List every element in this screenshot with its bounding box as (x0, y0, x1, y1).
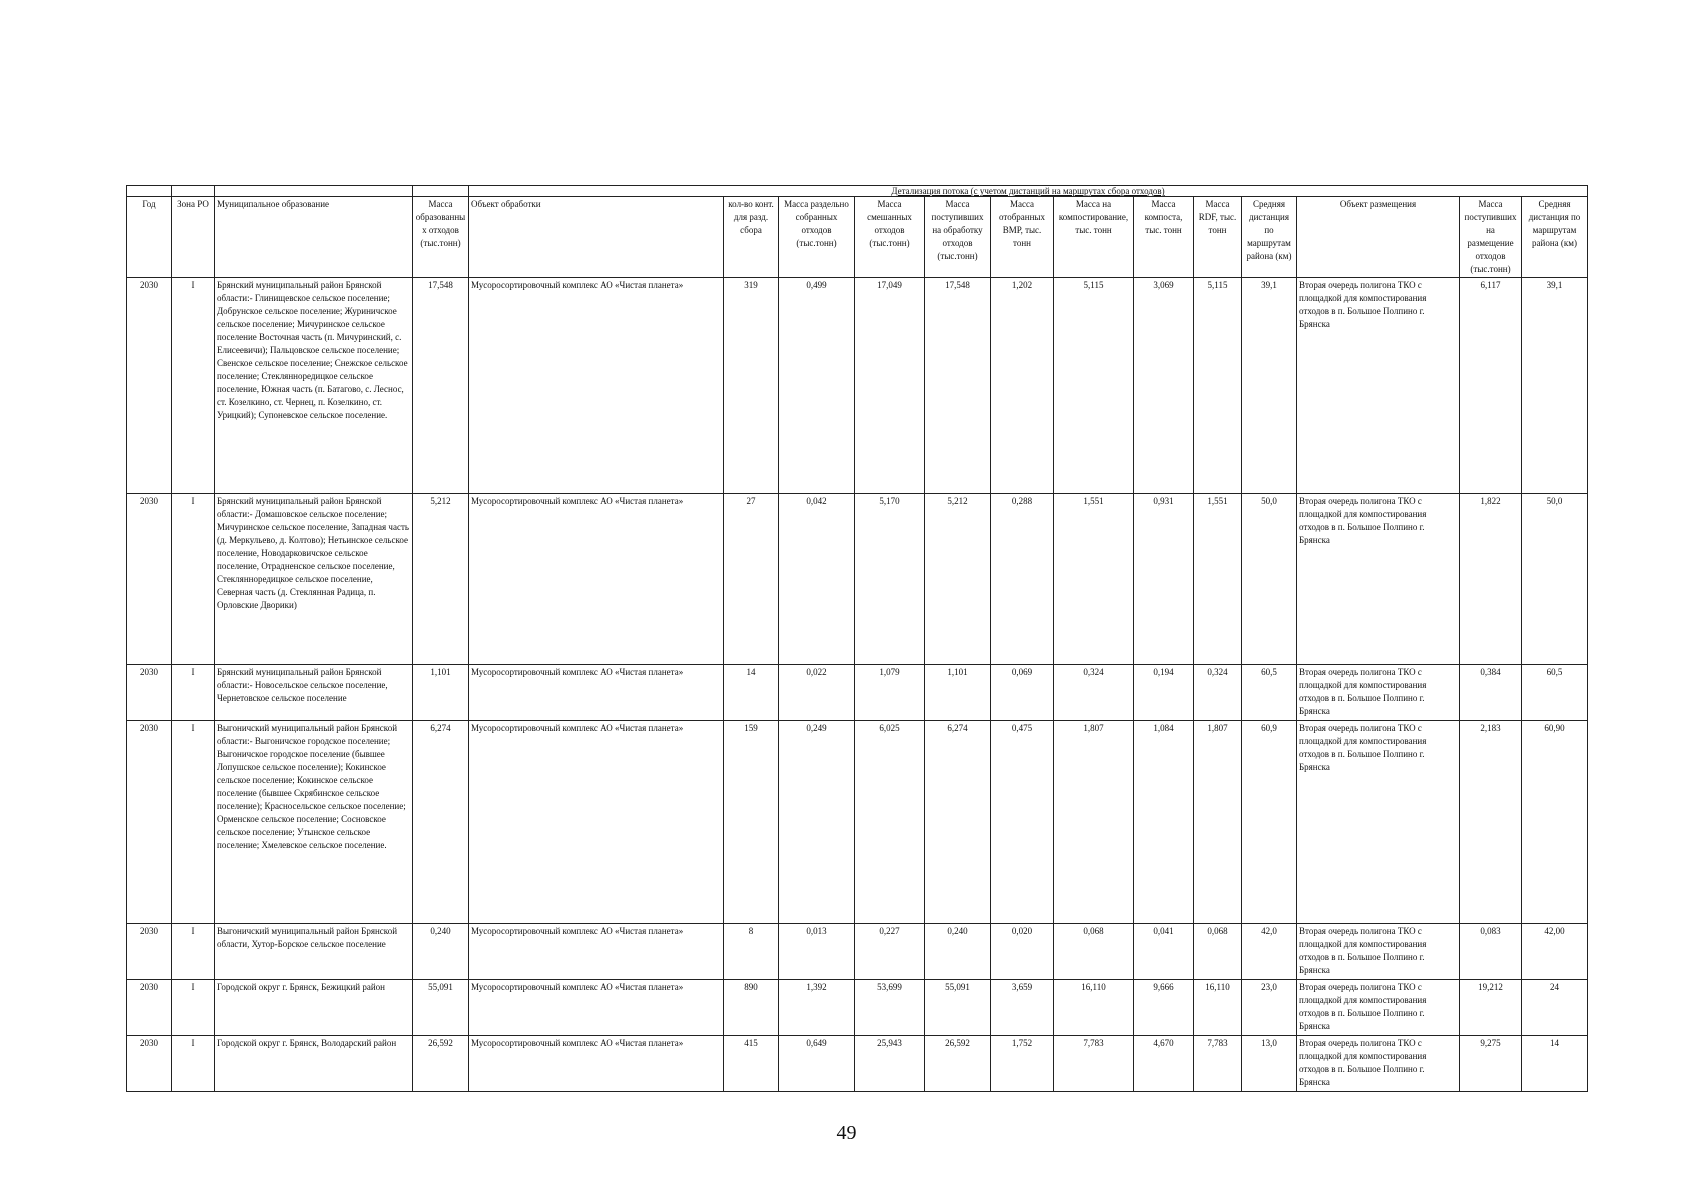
cell-placement-mass: 0,083 (1460, 924, 1522, 980)
cell-zone: I (172, 924, 215, 980)
header-processed-mass: Масса поступивших на обработку отходов (тыс.тонн) (925, 197, 991, 278)
cell-placement-distance: 42,00 (1522, 924, 1588, 980)
cell-separate-mass: 0,022 (779, 665, 855, 721)
caption-row (127, 186, 1588, 197)
header-generated-mass: Масса образованных отходов (тыс.тонн) (413, 197, 469, 278)
cell-generated-mass: 6,274 (413, 721, 469, 924)
table-row (127, 278, 1588, 494)
cell-placement-mass: 9,275 (1460, 1036, 1522, 1092)
cell-recyclables-mass: 0,475 (991, 721, 1054, 924)
cell-generated-mass: 5,212 (413, 494, 469, 665)
cell-container-count: 319 (724, 278, 779, 494)
cell-mixed-mass: 6,025 (855, 721, 925, 924)
cell-generated-mass: 17,548 (413, 278, 469, 494)
cell-year: 2030 (127, 721, 172, 924)
header-avg-distance: Средняя дистанция по маршрутам района (км) (1242, 197, 1297, 278)
cell-zone: I (172, 665, 215, 721)
cell-placement-facility: Вторая очередь полигона ТКО с площадкой для компостирования отходов в п. Большое Полпино г. Брянска (1297, 721, 1460, 924)
cell-mixed-mass: 17,049 (855, 278, 925, 494)
cell-processing-facility: Мусоросортировочный комплекс АО «Чистая планета» (469, 665, 724, 721)
table-row (127, 980, 1588, 1036)
cell-municipality: Брянский муниципальный район Брянской области:- Домашовское сельское поселение; Мичуринское сельское поселение, Западная часть (д. Меркульево, д. Колтово); Нетьинское сельское поселение, Новодарковичское сельское поселение, Отрадненское сельское поселение, Стеклянноредицкое сельское поселение, Северная часть (д. Стеклянная Радица, п. Орловские Дворики) (215, 494, 413, 665)
header-recyclables-mass: Масса отобранных ВМР, тыс. тонн (991, 197, 1054, 278)
table-row (127, 924, 1588, 980)
cell-avg-distance: 60,5 (1242, 665, 1297, 721)
cell-compost-mass: 1,084 (1134, 721, 1194, 924)
cell-mixed-mass: 53,699 (855, 980, 925, 1036)
cell-composting-mass: 7,783 (1054, 1036, 1134, 1092)
cell-composting-mass: 0,068 (1054, 924, 1134, 980)
cell-separate-mass: 1,392 (779, 980, 855, 1036)
cell-placement-mass: 6,117 (1460, 278, 1522, 494)
cell-avg-distance: 23,0 (1242, 980, 1297, 1036)
cell-avg-distance: 13,0 (1242, 1036, 1297, 1092)
header-municipality: Муниципальное образование (215, 197, 413, 278)
cell-composting-mass: 1,807 (1054, 721, 1134, 924)
table-row (127, 665, 1588, 721)
cell-placement-mass: 0,384 (1460, 665, 1522, 721)
cell-composting-mass: 16,110 (1054, 980, 1134, 1036)
cell-rdf-mass: 0,324 (1194, 665, 1242, 721)
header-placement-facility: Объект размещения (1297, 197, 1460, 278)
cell-year: 2030 (127, 278, 172, 494)
cell-municipality: Брянский муниципальный район Брянской области:- Новосельское сельское поселение, Чернетовское сельское поселение (215, 665, 413, 721)
cell-recyclables-mass: 1,752 (991, 1036, 1054, 1092)
cell-municipality: Выгоничский муниципальный район Брянской области:- Выгоничское городское поселение; Выгоничское городское поселение (бывшее Лопушское сельское поселение); Кокинское сельское поселение; Кокинское сельское поселение (бывшее Скрябинское сельское поселение); Красносельское сельское поселение; Орменское сельское поселение; Сосновское сельское поселение; Утынское сельское поселение; Хмелевское сельское поселение. (215, 721, 413, 924)
cell-compost-mass: 3,069 (1134, 278, 1194, 494)
cell-container-count: 8 (724, 924, 779, 980)
cell-recyclables-mass: 0,288 (991, 494, 1054, 665)
document-sheet (126, 185, 1588, 1092)
cell-placement-facility: Вторая очередь полигона ТКО с площадкой для компостирования отходов в п. Большое Полпино г. Брянска (1297, 665, 1460, 721)
cell-separate-mass: 0,649 (779, 1036, 855, 1092)
header-mixed-mass: Масса смешанных отходов (тыс.тонн) (855, 197, 925, 278)
cell-zone: I (172, 721, 215, 924)
table-row (127, 1036, 1588, 1092)
header-placement-mass: Масса поступивших на размещение отходов (тыс.тонн) (1460, 197, 1522, 278)
cell-rdf-mass: 16,110 (1194, 980, 1242, 1036)
cell-avg-distance: 42,0 (1242, 924, 1297, 980)
cell-generated-mass: 1,101 (413, 665, 469, 721)
cell-container-count: 415 (724, 1036, 779, 1092)
table-row (127, 721, 1588, 924)
header-rdf-mass: Масса RDF, тыс. тонн (1194, 197, 1242, 278)
cell-municipality: Городской округ г. Брянск, Володарский район (215, 1036, 413, 1092)
cell-placement-distance: 24 (1522, 980, 1588, 1036)
cell-placement-facility: Вторая очередь полигона ТКО с площадкой для компостирования отходов в п. Большое Полпино г. Брянска (1297, 494, 1460, 665)
cell-recyclables-mass: 0,069 (991, 665, 1054, 721)
cell-placement-facility: Вторая очередь полигона ТКО с площадкой для компостирования отходов в п. Большое Полпино г. Брянска (1297, 278, 1460, 494)
cell-separate-mass: 0,499 (779, 278, 855, 494)
cell-separate-mass: 0,249 (779, 721, 855, 924)
cell-placement-mass: 19,212 (1460, 980, 1522, 1036)
cell-municipality: Выгоничский муниципальный район Брянской области, Хутор-Борское сельское поселение (215, 924, 413, 980)
cell-avg-distance: 60,9 (1242, 721, 1297, 924)
cell-composting-mass: 5,115 (1054, 278, 1134, 494)
cell-mixed-mass: 0,227 (855, 924, 925, 980)
cell-mixed-mass: 25,943 (855, 1036, 925, 1092)
cell-separate-mass: 0,013 (779, 924, 855, 980)
cell-mixed-mass: 1,079 (855, 665, 925, 721)
cell-placement-distance: 14 (1522, 1036, 1588, 1092)
cell-generated-mass: 26,592 (413, 1036, 469, 1092)
cell-recyclables-mass: 1,202 (991, 278, 1054, 494)
cell-rdf-mass: 1,807 (1194, 721, 1242, 924)
table-caption: Детализация потока (с учетом дистанций на маршрутах сбора отходов) (469, 186, 1588, 197)
cell-container-count: 14 (724, 665, 779, 721)
cell-rdf-mass: 1,551 (1194, 494, 1242, 665)
cell-avg-distance: 39,1 (1242, 278, 1297, 494)
header-year: Год (127, 197, 172, 278)
cell-generated-mass: 0,240 (413, 924, 469, 980)
header-separate-mass: Масса раздельно собранных отходов (тыс.тонн) (779, 197, 855, 278)
header-zone: Зона РО (172, 197, 215, 278)
cell-rdf-mass: 7,783 (1194, 1036, 1242, 1092)
cell-placement-facility: Вторая очередь полигона ТКО с площадкой для компостирования отходов в п. Большое Полпино г. Брянска (1297, 1036, 1460, 1092)
page-number: 49 (836, 1122, 857, 1144)
cell-placement-mass: 1,822 (1460, 494, 1522, 665)
cell-compost-mass: 0,194 (1134, 665, 1194, 721)
cell-zone: I (172, 1036, 215, 1092)
header-row (127, 197, 1588, 278)
cell-zone: I (172, 494, 215, 665)
cell-processing-facility: Мусоросортировочный комплекс АО «Чистая планета» (469, 278, 724, 494)
cell-compost-mass: 0,931 (1134, 494, 1194, 665)
cell-year: 2030 (127, 924, 172, 980)
cell-placement-distance: 50,0 (1522, 494, 1588, 665)
cell-composting-mass: 0,324 (1054, 665, 1134, 721)
cell-container-count: 159 (724, 721, 779, 924)
cell-processed-mass: 26,592 (925, 1036, 991, 1092)
cell-placement-distance: 60,90 (1522, 721, 1588, 924)
cell-processing-facility: Мусоросортировочный комплекс АО «Чистая планета» (469, 494, 724, 665)
cell-container-count: 890 (724, 980, 779, 1036)
cell-composting-mass: 1,551 (1054, 494, 1134, 665)
cell-zone: I (172, 980, 215, 1036)
cell-processing-facility: Мусоросортировочный комплекс АО «Чистая планета» (469, 1036, 724, 1092)
cell-container-count: 27 (724, 494, 779, 665)
cell-processed-mass: 17,548 (925, 278, 991, 494)
cell-processed-mass: 5,212 (925, 494, 991, 665)
cell-separate-mass: 0,042 (779, 494, 855, 665)
header-processing-facility: Объект обработки (469, 197, 724, 278)
cell-processed-mass: 1,101 (925, 665, 991, 721)
cell-compost-mass: 0,041 (1134, 924, 1194, 980)
cell-placement-facility: Вторая очередь полигона ТКО с площадкой для компостирования отходов в п. Большое Полпино г. Брянска (1297, 924, 1460, 980)
cell-placement-distance: 39,1 (1522, 278, 1588, 494)
cell-year: 2030 (127, 980, 172, 1036)
cell-placement-distance: 60,5 (1522, 665, 1588, 721)
cell-zone: I (172, 278, 215, 494)
cell-avg-distance: 50,0 (1242, 494, 1297, 665)
cell-processing-facility: Мусоросортировочный комплекс АО «Чистая планета» (469, 980, 724, 1036)
cell-recyclables-mass: 3,659 (991, 980, 1054, 1036)
cell-processed-mass: 6,274 (925, 721, 991, 924)
cell-generated-mass: 55,091 (413, 980, 469, 1036)
cell-processing-facility: Мусоросортировочный комплекс АО «Чистая планета» (469, 721, 724, 924)
cell-rdf-mass: 0,068 (1194, 924, 1242, 980)
cell-processed-mass: 55,091 (925, 980, 991, 1036)
header-placement-distance: Средняя дистанция по маршрутам района (км) (1522, 197, 1588, 278)
header-compost-mass: Масса компоста, тыс. тонн (1134, 197, 1194, 278)
header-composting-mass: Масса на компостирование, тыс. тонн (1054, 197, 1134, 278)
cell-year: 2030 (127, 1036, 172, 1092)
header-container-count: кол-во конт. для разд. сбора (724, 197, 779, 278)
cell-year: 2030 (127, 665, 172, 721)
cell-processed-mass: 0,240 (925, 924, 991, 980)
cell-placement-facility: Вторая очередь полигона ТКО с площадкой для компостирования отходов в п. Большое Полпино г. Брянска (1297, 980, 1460, 1036)
cell-recyclables-mass: 0,020 (991, 924, 1054, 980)
cell-municipality: Брянский муниципальный район Брянской области:- Глинищевское сельское поселение; Добрунское сельское поселение; Журиничское сельское поселение; Мичуринское сельское поселение Восточная часть (п. Мичуринский, с. Елисеевичи); Пальцовское сельское поселение; Свенское сельское поселение; Снежское сельское поселение; Стеклянноредицкое сельское поселение, Южная часть (п. Батагово, с. Леснос, ст. Козелкино, ст. Чернец, п. Козелкино, ст. Урицкий); Супоневское сельское поселение. (215, 278, 413, 494)
table-row (127, 494, 1588, 665)
cell-processing-facility: Мусоросортировочный комплекс АО «Чистая планета» (469, 924, 724, 980)
cell-placement-mass: 2,183 (1460, 721, 1522, 924)
waste-flow-table (126, 185, 1588, 1092)
cell-municipality: Городской округ г. Брянск, Бежицкий район (215, 980, 413, 1036)
cell-rdf-mass: 5,115 (1194, 278, 1242, 494)
cell-year: 2030 (127, 494, 172, 665)
cell-mixed-mass: 5,170 (855, 494, 925, 665)
cell-compost-mass: 4,670 (1134, 1036, 1194, 1092)
cell-compost-mass: 9,666 (1134, 980, 1194, 1036)
